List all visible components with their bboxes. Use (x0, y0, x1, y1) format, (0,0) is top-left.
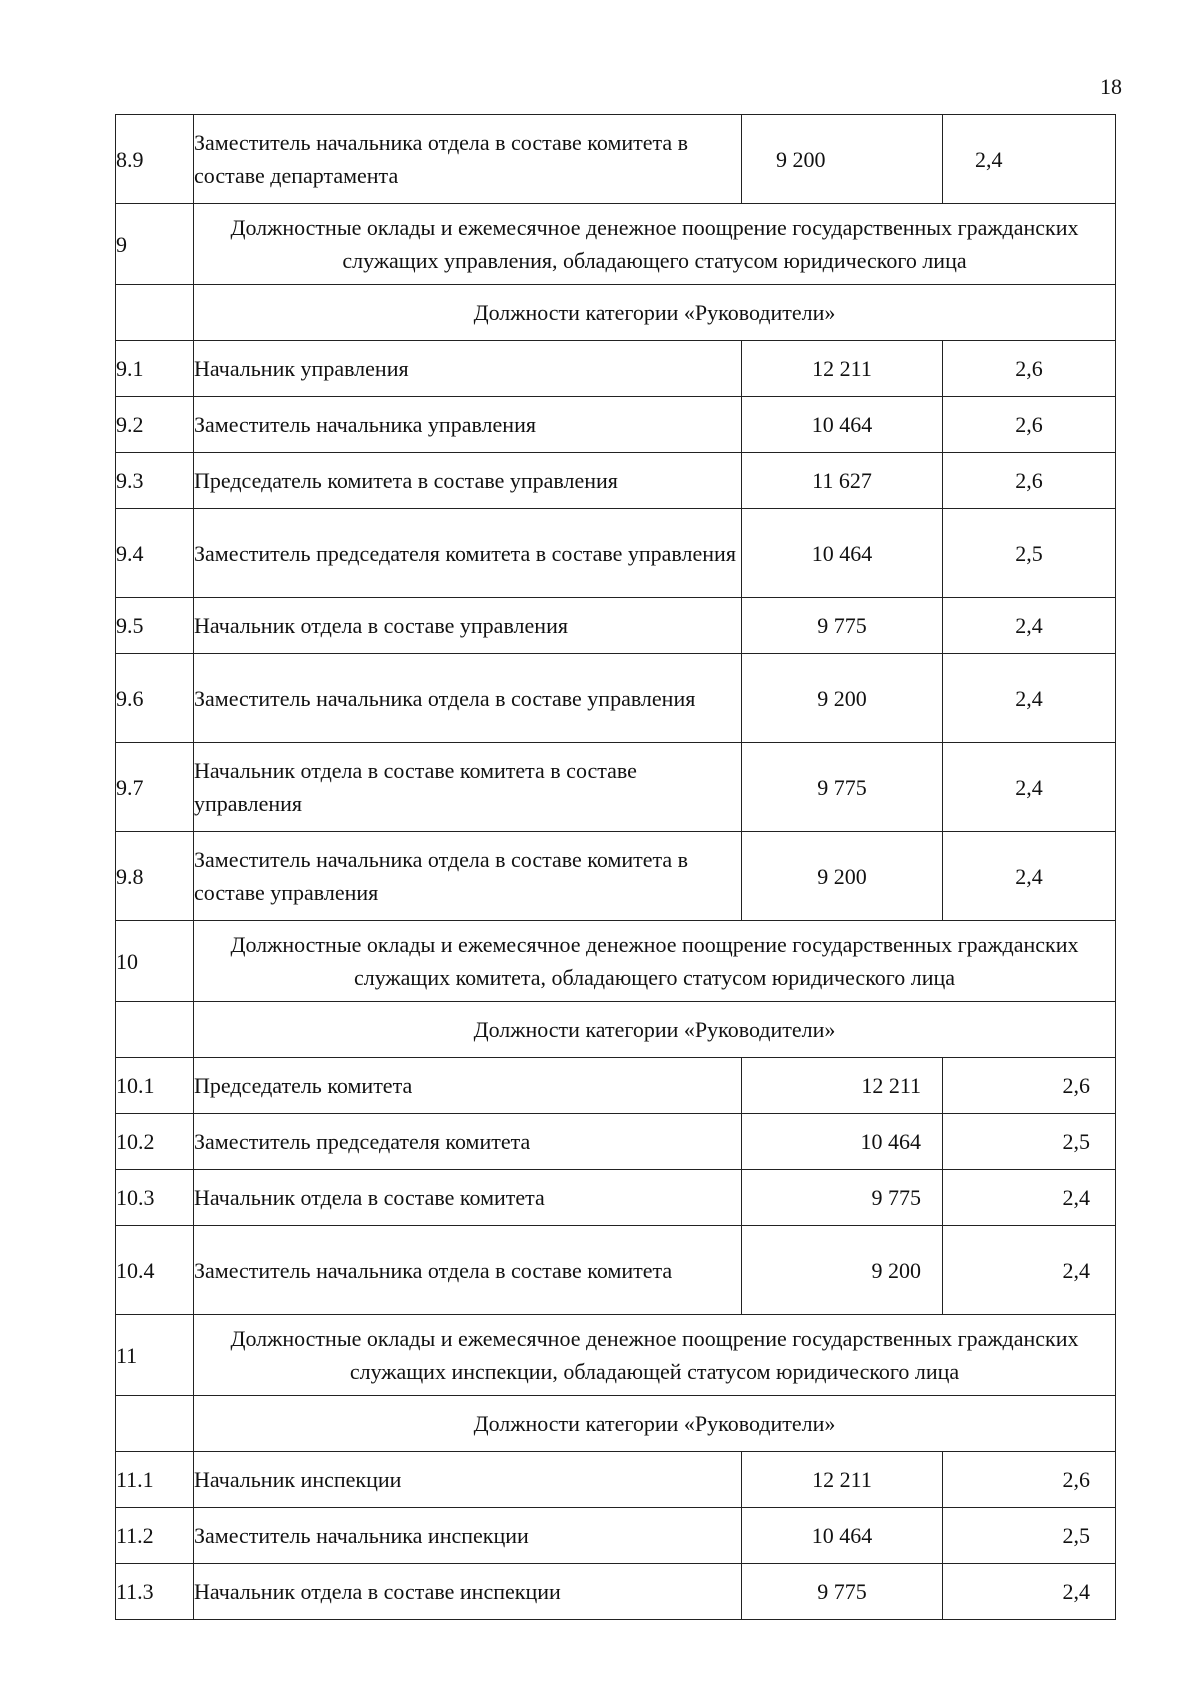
section-row (116, 204, 1116, 285)
table-row (116, 115, 1116, 204)
salary-value: 12 211 (742, 341, 943, 397)
row-number: 9.3 (116, 453, 194, 509)
coefficient-value: 2,4 (943, 1226, 1116, 1315)
coefficient-value: 2,4 (943, 598, 1116, 654)
coefficient-value: 2,5 (943, 1508, 1116, 1564)
row-number: 9.7 (116, 743, 194, 832)
row-number: 9.5 (116, 598, 194, 654)
position-name: Заместитель начальника отдела в составе управления (194, 654, 742, 743)
row-number: 10.1 (116, 1058, 194, 1114)
position-name: Заместитель начальника отдела в составе комитета в составе департамента (194, 115, 742, 204)
row-number: 9.8 (116, 832, 194, 921)
position-name: Заместитель начальника инспекции (194, 1508, 742, 1564)
row-number: 10.3 (116, 1170, 194, 1226)
table-row (116, 743, 1116, 832)
coefficient-value: 2,6 (943, 397, 1116, 453)
section-row (116, 1315, 1116, 1396)
coefficient-value: 2,4 (943, 654, 1116, 743)
position-name: Заместитель начальника отдела в составе комитета в составе управления (194, 832, 742, 921)
row-number: 10.2 (116, 1114, 194, 1170)
coefficient-value: 2,6 (943, 1058, 1116, 1114)
category-title: Должности категории «Руководители» (194, 1396, 1116, 1452)
coefficient-value: 2,4 (943, 832, 1116, 921)
empty-cell (116, 1396, 194, 1452)
position-name: Начальник управления (194, 341, 742, 397)
position-name: Начальник отдела в составе управления (194, 598, 742, 654)
row-number: 8.9 (116, 115, 194, 204)
category-row (116, 1396, 1116, 1452)
position-name: Председатель комитета (194, 1058, 742, 1114)
position-name: Начальник отдела в составе комитета (194, 1170, 742, 1226)
table-row (116, 654, 1116, 743)
salary-value: 9 200 (742, 832, 943, 921)
section-title: Должностные оклады и ежемесячное денежное поощрение государственных гражданских служащих управления, обладающего статусом юридического лица (194, 204, 1116, 285)
row-number: 11 (116, 1315, 194, 1396)
row-number: 10.4 (116, 1226, 194, 1315)
coefficient-value: 2,5 (943, 509, 1116, 598)
salary-value: 10 464 (742, 509, 943, 598)
position-name: Заместитель председателя комитета (194, 1114, 742, 1170)
position-name: Председатель комитета в составе управления (194, 453, 742, 509)
coefficient-value: 2,6 (943, 453, 1116, 509)
salary-table (115, 114, 1116, 1620)
position-name: Начальник отдела в составе комитета в составе управления (194, 743, 742, 832)
salary-value: 9 775 (742, 1170, 943, 1226)
category-row (116, 285, 1116, 341)
row-number: 10 (116, 921, 194, 1002)
row-number: 11.2 (116, 1508, 194, 1564)
row-number: 11.1 (116, 1452, 194, 1508)
table-row (116, 1114, 1116, 1170)
row-number: 9.6 (116, 654, 194, 743)
category-title: Должности категории «Руководители» (194, 1002, 1116, 1058)
row-number: 9.2 (116, 397, 194, 453)
table-row (116, 598, 1116, 654)
table-row (116, 1170, 1116, 1226)
table-row (116, 1058, 1116, 1114)
section-title: Должностные оклады и ежемесячное денежное поощрение государственных гражданских служащих комитета, обладающего статусом юридического лица (194, 921, 1116, 1002)
empty-cell (116, 285, 194, 341)
salary-value: 10 464 (742, 1114, 943, 1170)
salary-value: 11 627 (742, 453, 943, 509)
section-row (116, 921, 1116, 1002)
category-row (116, 1002, 1116, 1058)
salary-value: 9 775 (742, 743, 943, 832)
coefficient-value: 2,6 (943, 341, 1116, 397)
coefficient-value: 2,4 (943, 115, 1116, 204)
salary-value: 9 775 (742, 598, 943, 654)
category-title: Должности категории «Руководители» (194, 285, 1116, 341)
coefficient-value: 2,5 (943, 1114, 1116, 1170)
section-title: Должностные оклады и ежемесячное денежное поощрение государственных гражданских служащих инспекции, обладающей статусом юридического лица (194, 1315, 1116, 1396)
salary-value: 12 211 (742, 1058, 943, 1114)
table-row (116, 1508, 1116, 1564)
position-name: Начальник инспекции (194, 1452, 742, 1508)
table-row (116, 341, 1116, 397)
coefficient-value: 2,4 (943, 1564, 1116, 1620)
salary-value: 9 200 (742, 1226, 943, 1315)
salary-value: 9 775 (742, 1564, 943, 1620)
table-row (116, 453, 1116, 509)
position-name: Начальник отдела в составе инспекции (194, 1564, 742, 1620)
coefficient-value: 2,6 (943, 1452, 1116, 1508)
salary-value: 12 211 (742, 1452, 943, 1508)
row-number: 9.4 (116, 509, 194, 598)
position-name: Заместитель председателя комитета в составе управления (194, 509, 742, 598)
coefficient-value: 2,4 (943, 1170, 1116, 1226)
table-row (116, 509, 1116, 598)
table-row (116, 1226, 1116, 1315)
table-row (116, 1564, 1116, 1620)
salary-value: 10 464 (742, 397, 943, 453)
table-row (116, 1452, 1116, 1508)
coefficient-value: 2,4 (943, 743, 1116, 832)
row-number: 9.1 (116, 341, 194, 397)
table-row (116, 397, 1116, 453)
page-number: 18 (1100, 74, 1122, 99)
salary-value: 10 464 (742, 1508, 943, 1564)
salary-value: 9 200 (742, 115, 943, 204)
salary-value: 9 200 (742, 654, 943, 743)
row-number: 11.3 (116, 1564, 194, 1620)
empty-cell (116, 1002, 194, 1058)
row-number: 9 (116, 204, 194, 285)
position-name: Заместитель начальника отдела в составе комитета (194, 1226, 742, 1315)
table-row (116, 832, 1116, 921)
position-name: Заместитель начальника управления (194, 397, 742, 453)
